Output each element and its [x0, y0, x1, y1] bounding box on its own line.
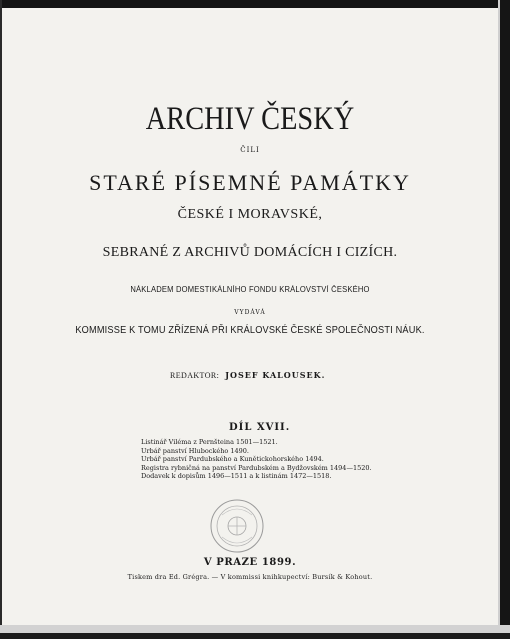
printer-line: Tiskem dra Ed. Grégra. — V kommissi knihkupectví: Bursík & Kohout.	[127, 573, 373, 581]
book-subtitle-2: ČESKÉ I MORAVSKÉ,	[177, 207, 323, 222]
editor-label: REDAKTOR:	[170, 371, 220, 380]
place-and-year: V PRAZE 1899.	[203, 557, 297, 568]
contents-item: Dodavek k dopisům 1496—1511 a k listinám 1472—1518.	[141, 472, 332, 480]
contents-list	[141, 438, 441, 481]
contents-item: Registra rybničná na panství Pardubském a Bydžovském 1494—1520.	[141, 463, 372, 472]
volume-number: DÍL XVII.	[229, 422, 291, 433]
publishes-word: VYDÁVÁ	[234, 309, 266, 316]
scan-edge-right	[500, 0, 510, 639]
scan-edge-bottom-dark	[0, 633, 510, 639]
scan-edge-left	[0, 0, 2, 639]
contents-item: Urbář panství Hlubockého 1490.	[141, 446, 249, 455]
book-subtitle: STARÉ PÍSEMNÉ PAMÁTKY	[89, 170, 411, 195]
library-stamp-icon	[208, 497, 266, 555]
contents-item: Urbář panství Pardubského a Kunětickohorského 1494.	[141, 455, 324, 463]
commission-line: KOMMISSE K TOMU ZŘÍZENÁ PŘI KRÁLOVSKÉ ČESKÉ SPOLEČNOSTI NÁUK.	[75, 325, 425, 336]
book-title: ARCHIV ČESKÝ	[145, 101, 355, 137]
editor-name: JOSEF KALOUSEK.	[225, 370, 326, 380]
contents-item: Listinář Viléma z Pernšteina 1501—1521.	[141, 438, 278, 446]
publisher-line: NÁKLADEM DOMESTIKÁLNÍHO FONDU KRÁLOVSTVÍ ČESKÉHO	[130, 285, 370, 294]
editor-line	[170, 370, 325, 380]
scan-edge-top	[0, 0, 510, 8]
book-subtitle-3: SEBRANÉ Z ARCHIVŮ DOMÁCÍCH I CIZÍCH.	[102, 245, 398, 260]
title-connector: ČILI	[240, 146, 260, 154]
